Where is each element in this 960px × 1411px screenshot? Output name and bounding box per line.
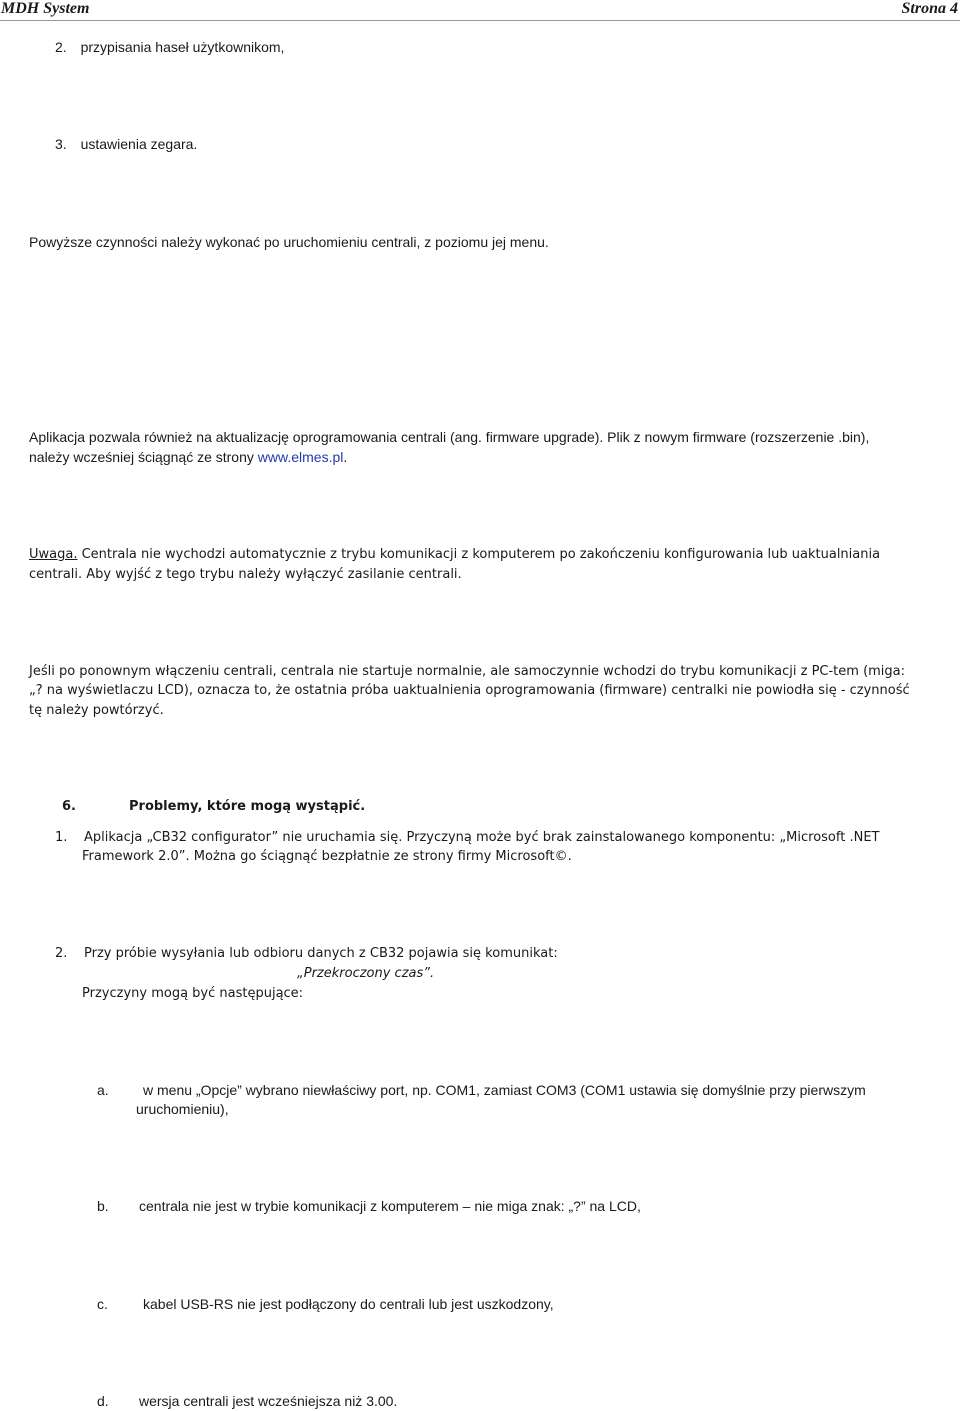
restart-paragraph-line: tę należy powtórzyć.	[29, 703, 164, 718]
cause-item: c. kabel USB-RS nie jest podłączony do centrali lub jest uszkodzony,	[97, 1296, 554, 1312]
list-text: przypisania haseł użytkownikom,	[80, 39, 285, 55]
document-title: MDH System	[1, 0, 90, 17]
problem-line: Przyczyny mogą być następujące:	[82, 986, 304, 1001]
cause-line: uruchomieniu),	[136, 1101, 229, 1117]
list-number: 2.	[55, 39, 67, 55]
page-header	[0, 0, 960, 21]
list-number: 3.	[55, 136, 67, 152]
cause-letter: c.	[97, 1296, 108, 1312]
problem-line: Framework 2.0”. Można go ściągnąć bezpłatnie ze strony firmy Microsoft©.	[82, 849, 572, 864]
list-item	[55, 135, 197, 154]
cause-letter: d.	[97, 1393, 109, 1409]
restart-paragraph-line: Jeśli po ponownym włączeniu centrali, centrala nie startuje normalnie, ale samoczynnie wchodzi do trybu komunikacji z PC-tem (miga:	[29, 664, 906, 679]
section-heading	[62, 797, 366, 816]
warning-paragraph-line: centrali. Aby wyjść z tego trybu należy wyłączyć zasilanie centrali.	[29, 567, 462, 582]
problem-number: 2.	[55, 946, 68, 961]
paragraph-firmware-line: Aplikacja pozwala również na aktualizację oprogramowania centrali (ang. firmware upgrade). Plik z nowym firmware (rozszerzenie .bin),	[29, 429, 870, 445]
list-item	[55, 38, 284, 57]
problem-number: 1.	[55, 830, 68, 845]
cause-letter: b.	[97, 1198, 109, 1214]
paragraph-firmware-line: należy wcześniej ściągnąć ze strony www.elmes.pl.	[29, 449, 348, 465]
cause-item: b. centrala nie jest w trybie komunikacji z komputerem – nie miga znak: „?” na LCD,	[97, 1198, 641, 1214]
elmes-link[interactable]: www.elmes.pl	[257, 449, 344, 465]
warning-label: Uwaga.	[29, 547, 78, 562]
problem-item: 1. Aplikacja „CB32 configurator” nie uruchamia się. Przyczyną może być brak zainstalowanego komponentu: „Microsoft .NET	[55, 830, 880, 845]
restart-paragraph-line: „? na wyświetlaczu LCD), oznacza to, że ostatnia próba uaktualnienia oprogramowania (firmware) centralki nie powiodła się - czynność	[29, 683, 910, 698]
section-number: 6.	[62, 799, 76, 814]
cause-item: d. wersja centrali jest wcześniejsza niż 3.00.	[97, 1393, 398, 1409]
list-text: ustawienia zegara.	[80, 136, 198, 152]
paragraph-menu: Powyższe czynności należy wykonać po uruchomieniu centrali, z poziomu jej menu.	[29, 234, 549, 250]
section-title: Problemy, które mogą wystąpić.	[129, 799, 366, 814]
error-message: „Przekroczony czas”.	[297, 966, 435, 981]
page-number: Strona 4	[901, 0, 958, 17]
cause-item: a. w menu „Opcje” wybrano niewłaściwy port, np. COM1, zamiast COM3 (COM1 ustawia się domyślnie przy pierwszym	[97, 1082, 866, 1098]
warning-paragraph-line: Uwaga. Centrala nie wychodzi automatycznie z trybu komunikacji z komputerem po zakończeniu konfigurowania lub uaktualniania	[29, 547, 881, 562]
cause-letter: a.	[97, 1082, 109, 1098]
problem-item: 2. Przy próbie wysyłania lub odbioru danych z CB32 pojawia się komunikat:	[55, 946, 558, 961]
